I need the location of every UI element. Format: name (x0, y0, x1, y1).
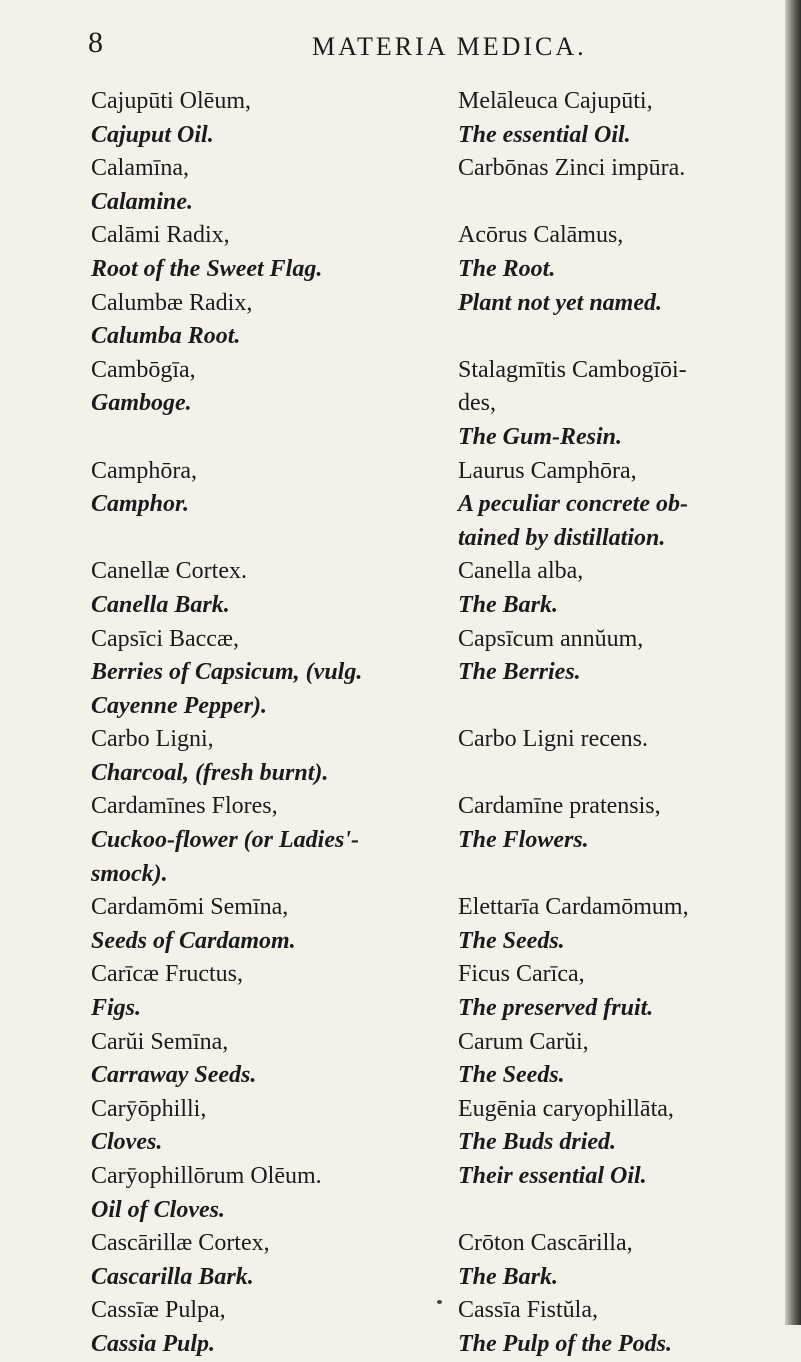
left-entry-line: Cardamīnes Flores, (91, 793, 278, 820)
left-entry-line: Calamīna, (91, 155, 189, 182)
left-entry-line: Cassia Pulp. (91, 1330, 216, 1357)
right-entry-line (458, 858, 788, 892)
left-entry-line: Camphor. (91, 491, 190, 518)
right-entry-line: Capsīcum annŭum, (458, 625, 644, 652)
left-entry-line: Oil of Cloves. (91, 1196, 225, 1223)
right-entry-line: Elettarīa Cardamōmum, (458, 894, 689, 921)
right-entry-line: The Gum-Resin. (458, 423, 623, 450)
left-entry-line: Cloves. (91, 1129, 163, 1156)
right-entry-line: Cassīa Fistŭla, (458, 1297, 599, 1324)
right-entry-line (458, 1194, 788, 1228)
left-entry-line: Carŭi Semīna, (91, 1028, 229, 1055)
left-entry-line: Calumba Root. (91, 323, 241, 350)
right-entry-line: The Root. (458, 255, 556, 282)
right-entry-line: Their essential Oil. (458, 1163, 647, 1189)
right-entry-line: Stalagmītis Cambogīōi- (458, 356, 687, 383)
left-entry-line: Cardamōmi Semīna, (91, 894, 289, 921)
print-speck (437, 1300, 442, 1304)
left-entry-line (91, 421, 451, 455)
left-entry-line: Capsīci Baccæ, (91, 625, 239, 652)
left-entry-line (91, 522, 451, 556)
right-entry-line: des, (458, 390, 496, 417)
right-entry-line: Canella alba, (458, 558, 584, 585)
left-entry-line: Calumbæ Radix, (91, 289, 253, 316)
right-entry-line: The Seeds. (458, 1062, 565, 1089)
left-entry-line: Figs. (91, 995, 142, 1022)
page-edge-shadow (785, 0, 801, 1325)
left-entry-line: Berries of Capsicum, (vulg. (91, 659, 363, 686)
right-entry-line: The Bark. (458, 1263, 559, 1290)
right-entry-line: Carbōnas Zinci impūra. (458, 155, 686, 182)
page-number: 8 (88, 26, 103, 59)
left-entry-line: Calamine. (91, 188, 194, 215)
left-entry-line: Charcoal, (fresh burnt). (91, 759, 329, 786)
left-entry-line: Cayenne Pepper). (91, 692, 267, 719)
right-entry-line: Melāleuca Cajupūti, (458, 88, 653, 114)
right-entry-line: The Flowers. (458, 827, 589, 854)
left-entry-line: Cajuput Oil. (91, 121, 214, 148)
left-entry-line: Seeds of Cardamom. (91, 927, 296, 954)
right-entry-line (458, 186, 788, 220)
running-head: MATERIA MEDICA. (312, 32, 587, 61)
left-entry-line: Canellæ Cortex. (91, 558, 247, 585)
left-entry-line: Carȳophillōrum Olēum. (91, 1163, 322, 1189)
left-entry-line: Canella Bark. (91, 591, 230, 618)
left-entry-line: Cuckoo-flower (or Ladies'- (91, 827, 359, 854)
right-entry-line: The Buds dried. (458, 1129, 617, 1156)
left-entry-line: Cassīæ Pulpa, (91, 1297, 226, 1324)
left-entry-line: Camphōra, (91, 457, 197, 484)
right-column-botanical-sources (458, 85, 788, 1362)
left-entry-line: Calāmi Radix, (91, 222, 230, 249)
right-entry-line: The Berries. (458, 659, 581, 686)
right-entry-line: Carum Carŭi, (458, 1028, 589, 1055)
right-entry-line (458, 757, 788, 791)
right-entry-line: Plant not yet named. (458, 289, 662, 316)
right-entry-line: The Bark. (458, 591, 559, 618)
right-entry-line: tained by distillation. (458, 524, 666, 551)
right-entry-line: A peculiar concrete ob- (458, 491, 688, 518)
right-entry-line: Ficus Carīca, (458, 961, 585, 988)
left-column-official-names (91, 85, 451, 1362)
left-entry-line: Cascārillæ Cortex, (91, 1230, 270, 1257)
right-entry-line (458, 320, 788, 354)
left-entry-line: Cambōgīa, (91, 356, 196, 383)
right-entry-line: Carbo Ligni recens. (458, 726, 648, 753)
right-entry-line: The essential Oil. (458, 121, 631, 148)
right-entry-line: Cardamīne pratensis, (458, 793, 661, 820)
left-entry-line: Carȳōphilli, (91, 1095, 207, 1122)
left-entry-line: smock). (91, 860, 168, 887)
right-entry-line: Acōrus Calāmus, (458, 222, 624, 249)
right-entry-line: Crōton Cascārilla, (458, 1230, 633, 1257)
right-entry-line (458, 690, 788, 724)
right-entry-line: Laurus Camphōra, (458, 457, 637, 484)
right-entry-line: The Pulp of the Pods. (458, 1330, 672, 1357)
left-entry-line: Carbo Ligni, (91, 726, 214, 753)
page-header (0, 26, 801, 66)
left-entry-line: Gamboge. (91, 390, 192, 417)
right-entry-line: Eugēnia caryophillāta, (458, 1095, 674, 1122)
left-entry-line: Cajupūti Olēum, (91, 88, 251, 114)
left-entry-line: Carīcæ Fructus, (91, 961, 243, 988)
left-entry-line: Carraway Seeds. (91, 1062, 257, 1089)
left-entry-line: Root of the Sweet Flag. (91, 255, 323, 282)
right-entry-line: The Seeds. (458, 927, 565, 954)
left-entry-line: Cascarilla Bark. (91, 1263, 254, 1290)
right-entry-line: The preserved fruit. (458, 995, 654, 1022)
